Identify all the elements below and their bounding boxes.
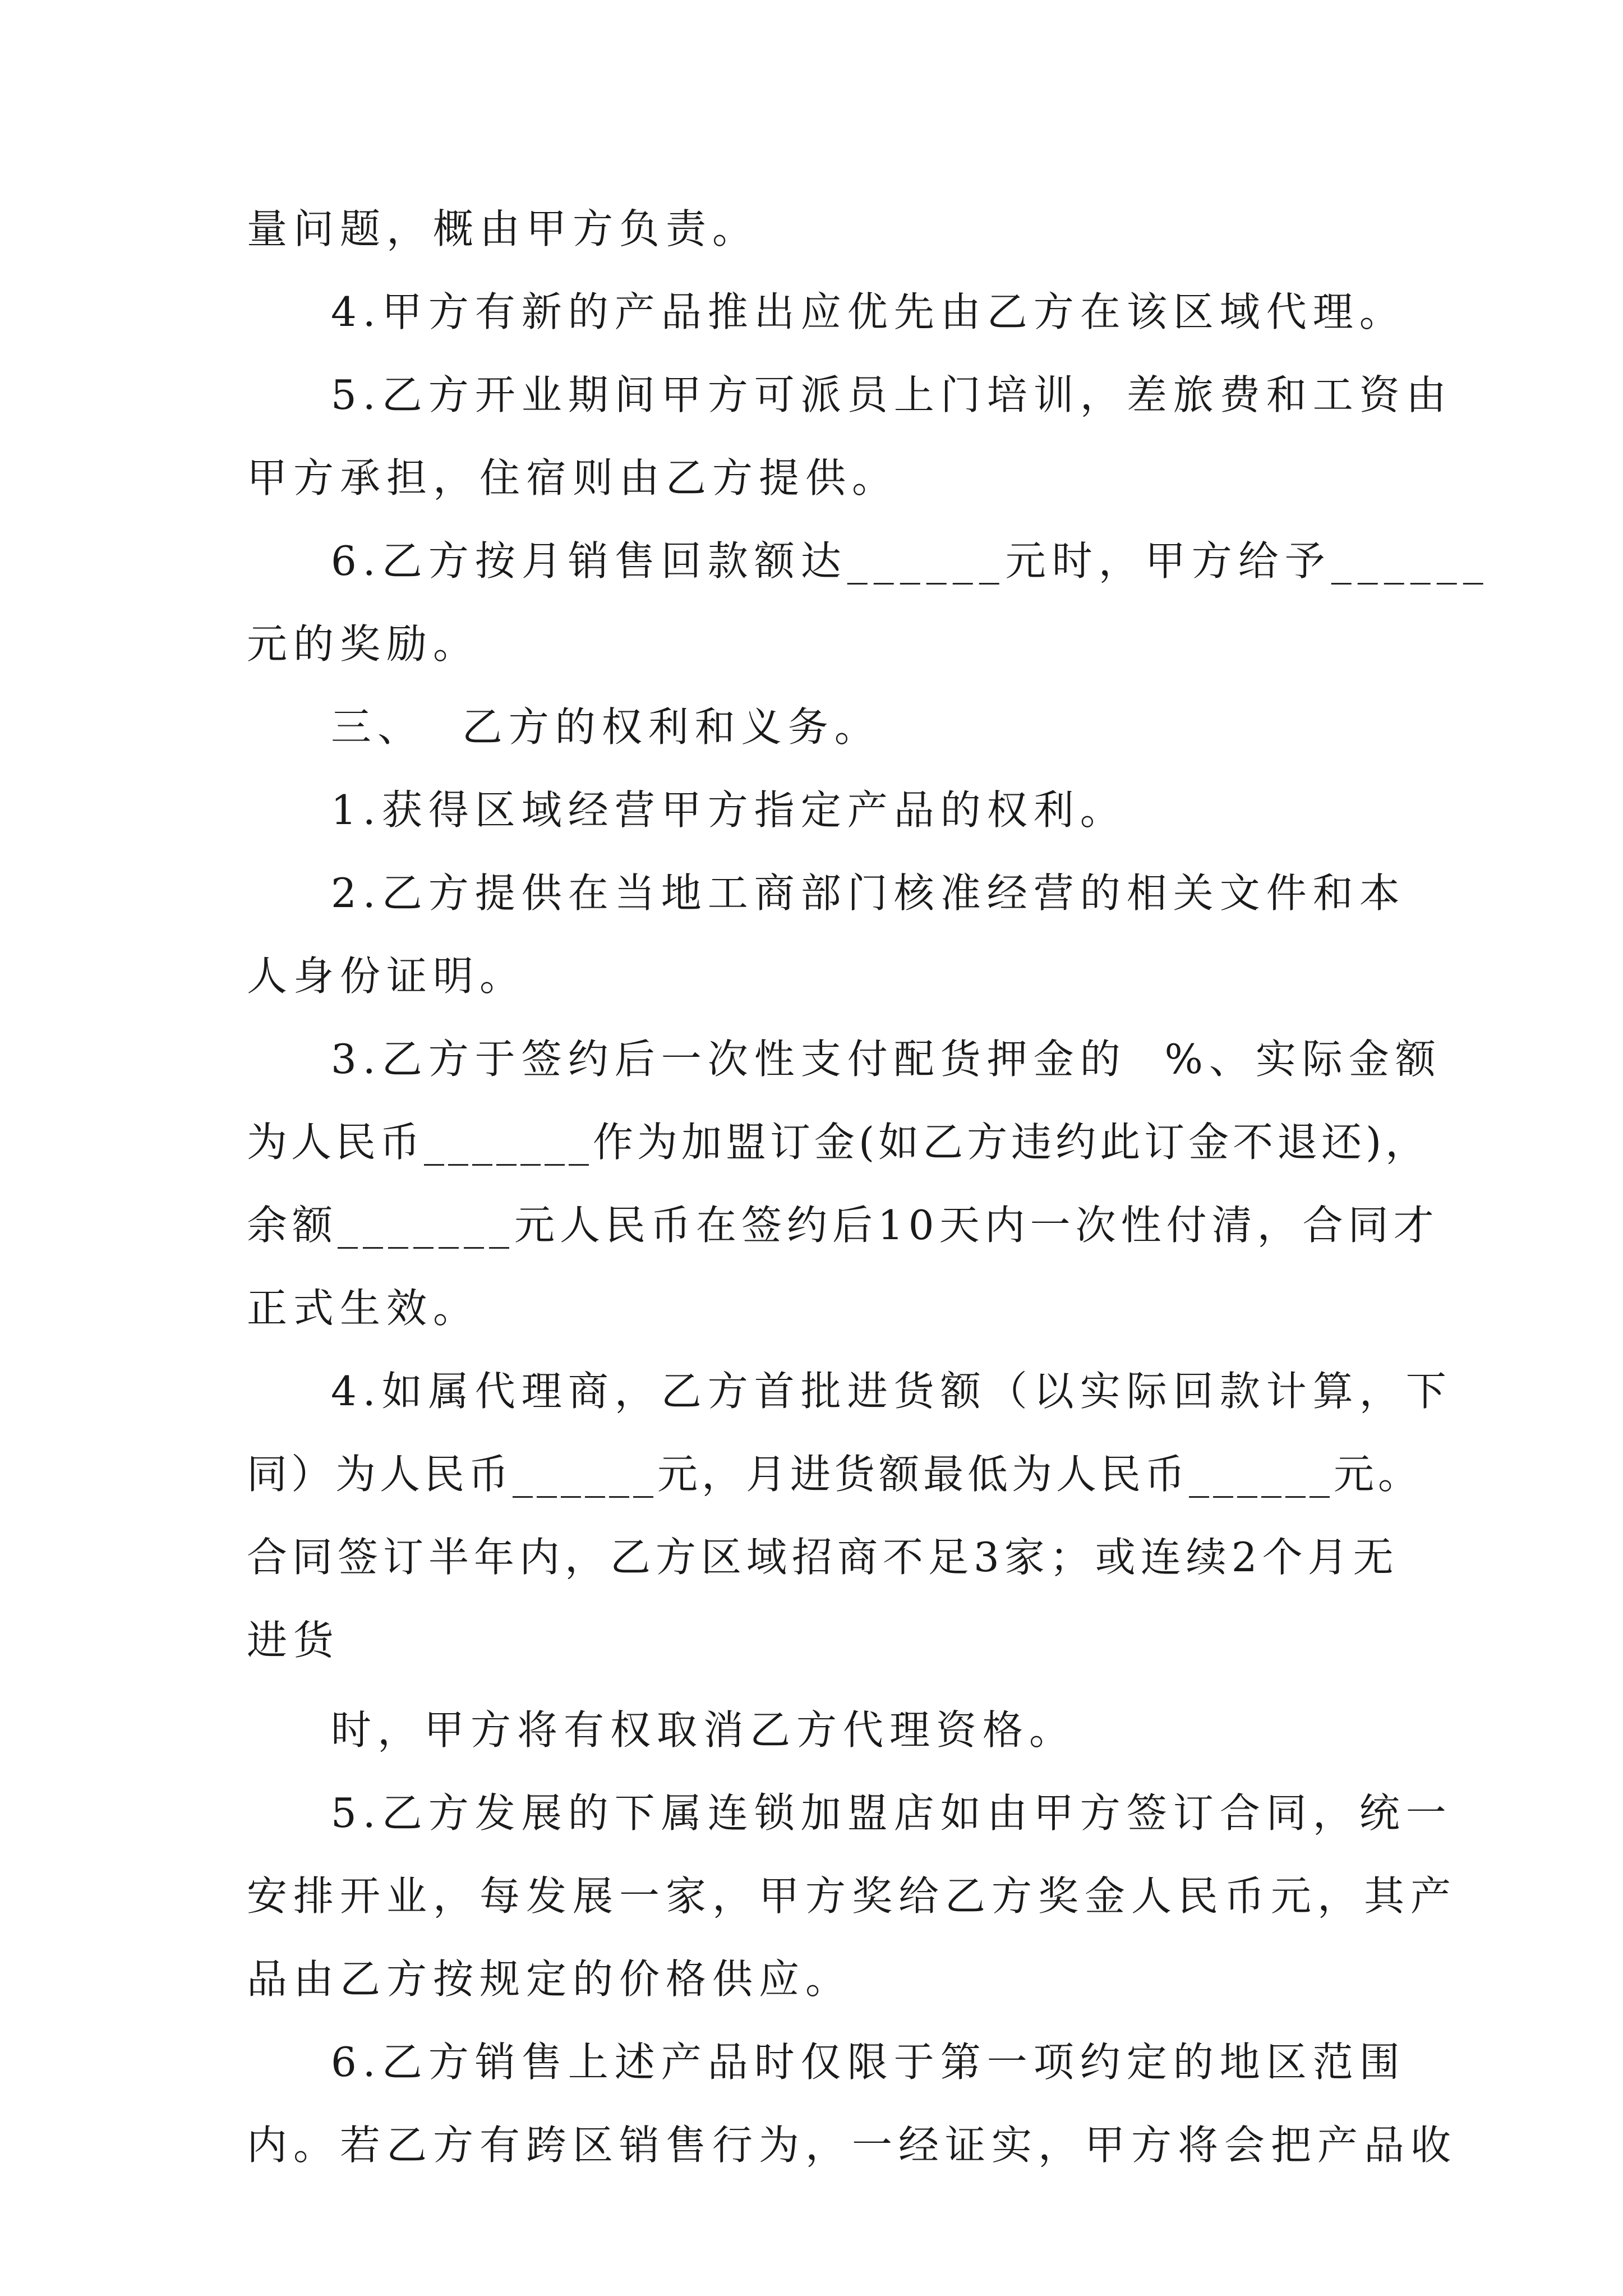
text-line: 余额_______元人民币在签约后10天内一次性付清，合同才 — [247, 1202, 1439, 1249]
text-line: 正式生效。 — [247, 1285, 480, 1332]
text-line: 3.乙方于签约后一次性支付配货押金的 %、实际金额 — [331, 1036, 1442, 1083]
text-line: 安排开业，每发展一家，甲方奖给乙方奖金人民币元，其产 — [247, 1872, 1458, 1920]
text-line: 内。若乙方有跨区销售行为，一经证实，甲方将会把产品收 — [247, 2122, 1458, 2169]
text-line: 量问题，概由甲方负责。 — [247, 205, 759, 252]
section-heading: 三、 乙方的权利和义务。 — [331, 703, 881, 751]
text-line: 同）为人民币______元，月进货额最低为人民币______元。 — [247, 1451, 1423, 1498]
text-line: 6.乙方销售上述产品时仅限于第一项约定的地区范围 — [331, 2039, 1406, 2086]
text-line: 元的奖励。 — [247, 620, 480, 668]
text-line: 为人民币_______作为加盟订金(如乙方违约此订金不退还)， — [247, 1119, 1430, 1166]
text-line: 时，甲方将有权取消乙方代理资格。 — [331, 1706, 1076, 1754]
text-line: 合同签订半年内，乙方区域招商不足3家；或连续2个月无 — [247, 1534, 1399, 1581]
text-line: 甲方承担，住宿则由乙方提供。 — [247, 454, 899, 501]
text-line: 人身份证明。 — [247, 953, 527, 1000]
text-line: 6.乙方按月销售回款额达______元时，甲方给予______ — [331, 537, 1490, 585]
text-line: 1.获得区域经营甲方指定产品的权利。 — [331, 786, 1127, 834]
text-line: 5.乙方开业期间甲方可派员上门培训，差旅费和工资由 — [331, 371, 1453, 418]
text-line: 2.乙方提供在当地工商部门核准经营的相关文件和本 — [331, 869, 1406, 917]
text-line: 4.如属代理商，乙方首批进货额（以实际回款计算，下 — [331, 1368, 1453, 1415]
text-line: 品由乙方按规定的价格供应。 — [247, 1955, 852, 2003]
text-line: 进货 — [247, 1617, 340, 1664]
text-line: 4.甲方有新的产品推出应优先由乙方在该区域代理。 — [331, 288, 1406, 335]
text-line: 5.乙方发展的下属连锁加盟店如由甲方签订合同，统一 — [331, 1789, 1453, 1837]
